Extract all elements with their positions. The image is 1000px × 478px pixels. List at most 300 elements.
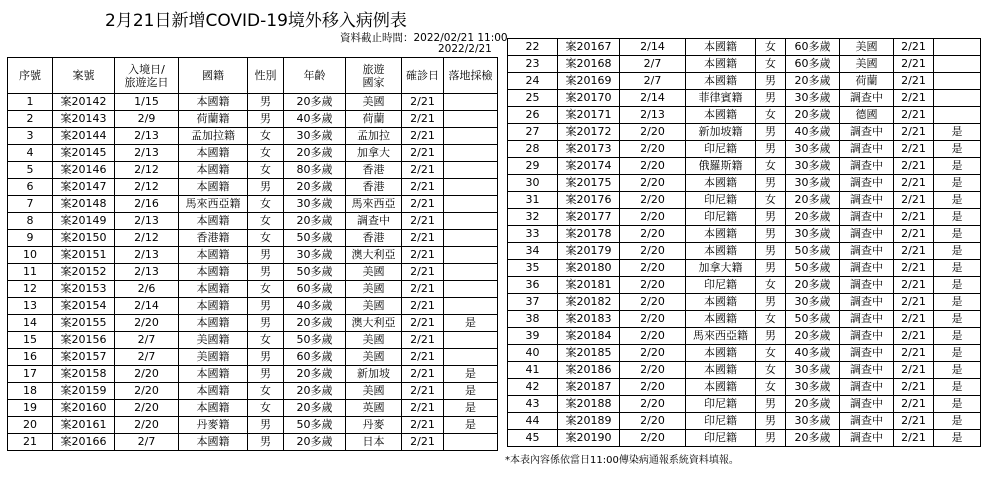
cell-entry-date: 2/7: [620, 56, 686, 73]
cell-case-id: 案20179: [558, 243, 620, 260]
cell-sex: 男: [248, 94, 284, 111]
cell-case-id: 案20182: [558, 294, 620, 311]
cell-age: 20多歲: [786, 107, 840, 124]
cell-sex: 男: [756, 209, 786, 226]
cell-age: 50多歲: [786, 311, 840, 328]
cell-travel-country: 調查中: [840, 260, 894, 277]
table-row: [508, 294, 981, 311]
cell-age: 20多歲: [284, 94, 346, 111]
cell-seq: 38: [508, 311, 558, 328]
cell-sex: 男: [248, 434, 284, 451]
cell-sex: 男: [756, 226, 786, 243]
cell-confirm-date: 2/21: [402, 196, 444, 213]
cell-seq: 17: [8, 366, 53, 383]
table-row: [8, 230, 498, 247]
cell-airport-test: 是: [934, 209, 981, 226]
cell-case-id: 案20144: [53, 128, 115, 145]
cell-travel-country: 調查中: [840, 362, 894, 379]
cell-confirm-date: 2/21: [402, 179, 444, 196]
cell-confirm-date: 2/21: [402, 213, 444, 230]
cell-travel-country: 調查中: [840, 413, 894, 430]
cell-nationality: 本國籍: [179, 315, 248, 332]
cell-entry-date: 2/14: [620, 39, 686, 56]
cell-age: 20多歲: [284, 315, 346, 332]
cell-confirm-date: 2/21: [894, 277, 934, 294]
cell-case-id: 案20154: [53, 298, 115, 315]
cell-age: 20多歲: [786, 430, 840, 447]
cell-entry-date: 2/9: [115, 111, 179, 128]
cell-airport-test: 是: [934, 430, 981, 447]
cell-airport-test: [444, 349, 498, 366]
cell-sex: 女: [248, 128, 284, 145]
cell-confirm-date: 2/21: [402, 264, 444, 281]
table-row: [508, 413, 981, 430]
table-row: [508, 192, 981, 209]
cell-travel-country: 馬來西亞: [346, 196, 402, 213]
cell-age: 20多歲: [284, 383, 346, 400]
cell-confirm-date: 2/21: [402, 128, 444, 145]
cell-case-id: 案20172: [558, 124, 620, 141]
cell-seq: 14: [8, 315, 53, 332]
cell-case-id: 案20142: [53, 94, 115, 111]
cell-sex: 男: [248, 417, 284, 434]
cell-travel-country: 德國: [840, 107, 894, 124]
table-row: [508, 107, 981, 124]
cell-confirm-date: 2/21: [402, 400, 444, 417]
cell-airport-test: [444, 264, 498, 281]
cell-airport-test: 是: [934, 192, 981, 209]
cell-confirm-date: 2/21: [894, 413, 934, 430]
cell-nationality: 美國籍: [179, 349, 248, 366]
cell-travel-country: 美國: [346, 298, 402, 315]
cell-entry-date: 2/13: [115, 247, 179, 264]
table-row: [8, 264, 498, 281]
cell-confirm-date: 2/21: [402, 145, 444, 162]
table-row: [508, 277, 981, 294]
cell-confirm-date: 2/21: [894, 243, 934, 260]
cell-airport-test: 是: [934, 294, 981, 311]
cell-confirm-date: 2/21: [894, 328, 934, 345]
cell-airport-test: 是: [934, 413, 981, 430]
cell-travel-country: 調查中: [840, 175, 894, 192]
cell-confirm-date: 2/21: [894, 73, 934, 90]
cell-confirm-date: 2/21: [894, 39, 934, 56]
cell-confirm-date: 2/21: [894, 175, 934, 192]
table-row: [508, 39, 981, 56]
cell-sex: 女: [756, 345, 786, 362]
cell-sex: 女: [248, 162, 284, 179]
cell-sex: 男: [756, 73, 786, 90]
cell-entry-date: 2/13: [115, 264, 179, 281]
cell-entry-date: 2/7: [115, 434, 179, 451]
cell-seq: 8: [8, 213, 53, 230]
cell-nationality: 香港籍: [179, 230, 248, 247]
cell-airport-test: 是: [934, 345, 981, 362]
cell-entry-date: 2/20: [115, 383, 179, 400]
cell-entry-date: 2/20: [620, 243, 686, 260]
cell-airport-test: [934, 56, 981, 73]
cell-seq: 18: [8, 383, 53, 400]
cell-entry-date: 2/13: [115, 128, 179, 145]
cell-nationality: 印尼籍: [686, 209, 756, 226]
cell-age: 20多歲: [284, 434, 346, 451]
cell-travel-country: 調查中: [840, 192, 894, 209]
cell-airport-test: [444, 196, 498, 213]
cell-airport-test: [444, 434, 498, 451]
cell-airport-test: 是: [934, 141, 981, 158]
cell-travel-country: 加拿大: [346, 145, 402, 162]
cell-nationality: 本國籍: [179, 366, 248, 383]
cell-nationality: 本國籍: [179, 145, 248, 162]
cell-age: 30多歲: [284, 247, 346, 264]
cell-sex: 女: [756, 362, 786, 379]
cell-entry-date: 2/20: [620, 141, 686, 158]
cell-travel-country: 美國: [840, 39, 894, 56]
cell-case-id: 案20157: [53, 349, 115, 366]
cell-nationality: 新加坡籍: [686, 124, 756, 141]
cell-age: 30多歲: [284, 196, 346, 213]
cell-nationality: 孟加拉籍: [179, 128, 248, 145]
cell-entry-date: 2/20: [620, 175, 686, 192]
cell-age: 20多歲: [786, 73, 840, 90]
cell-confirm-date: 2/21: [402, 281, 444, 298]
cell-entry-date: 2/20: [620, 192, 686, 209]
cell-travel-country: 丹麥: [346, 417, 402, 434]
cell-confirm-date: 2/21: [894, 107, 934, 124]
cell-travel-country: 新加坡: [346, 366, 402, 383]
cell-sex: 女: [248, 213, 284, 230]
cell-nationality: 本國籍: [179, 162, 248, 179]
cell-airport-test: 是: [444, 383, 498, 400]
cell-sex: 男: [248, 349, 284, 366]
cell-travel-country: 美國: [346, 383, 402, 400]
cell-seq: 26: [508, 107, 558, 124]
cell-entry-date: 2/6: [115, 281, 179, 298]
cell-nationality: 本國籍: [686, 226, 756, 243]
cell-sex: 男: [756, 396, 786, 413]
cell-airport-test: 是: [934, 226, 981, 243]
cell-airport-test: 是: [934, 311, 981, 328]
cell-age: 20多歲: [284, 366, 346, 383]
table-row: [508, 243, 981, 260]
cell-entry-date: 2/12: [115, 230, 179, 247]
cell-travel-country: 英國: [346, 400, 402, 417]
cell-nationality: 馬來西亞籍: [179, 196, 248, 213]
cell-case-id: 案20160: [53, 400, 115, 417]
cell-entry-date: 2/13: [115, 213, 179, 230]
table-row: [8, 247, 498, 264]
cell-case-id: 案20177: [558, 209, 620, 226]
cell-seq: 44: [508, 413, 558, 430]
page-title: 2月21日新增COVID-19境外移入病例表: [105, 11, 407, 31]
cell-seq: 15: [8, 332, 53, 349]
cell-confirm-date: 2/21: [894, 430, 934, 447]
cell-airport-test: [444, 281, 498, 298]
cell-airport-test: [934, 39, 981, 56]
cell-nationality: 印尼籍: [686, 141, 756, 158]
cell-entry-date: 2/20: [115, 366, 179, 383]
cell-travel-country: 美國: [346, 94, 402, 111]
cell-sex: 女: [756, 107, 786, 124]
cell-sex: 男: [248, 264, 284, 281]
table-row: [8, 349, 498, 366]
cell-nationality: 菲律賓籍: [686, 90, 756, 107]
cell-confirm-date: 2/21: [894, 158, 934, 175]
cell-entry-date: 2/14: [620, 90, 686, 107]
cases-table-left: [7, 57, 498, 451]
cell-travel-country: 調查中: [840, 311, 894, 328]
cell-confirm-date: 2/21: [402, 315, 444, 332]
table-row: [8, 417, 498, 434]
cell-age: 30多歲: [786, 226, 840, 243]
cell-confirm-date: 2/21: [894, 260, 934, 277]
cell-age: 50多歲: [284, 332, 346, 349]
cell-sex: 女: [248, 196, 284, 213]
cell-airport-test: [934, 107, 981, 124]
cell-airport-test: [444, 94, 498, 111]
cell-seq: 4: [8, 145, 53, 162]
header-airport-test: 落地採檢: [444, 58, 498, 94]
cell-nationality: 本國籍: [179, 298, 248, 315]
cell-travel-country: 調查中: [840, 209, 894, 226]
cell-travel-country: 調查中: [346, 213, 402, 230]
cell-travel-country: 美國: [346, 281, 402, 298]
cell-nationality: 俄羅斯籍: [686, 158, 756, 175]
cell-seq: 36: [508, 277, 558, 294]
table-row: [8, 111, 498, 128]
cell-age: 60多歲: [284, 349, 346, 366]
cell-age: 60多歲: [786, 56, 840, 73]
table-row: [8, 145, 498, 162]
cell-seq: 19: [8, 400, 53, 417]
cell-age: 20多歲: [284, 400, 346, 417]
cell-airport-test: 是: [934, 260, 981, 277]
cell-seq: 33: [508, 226, 558, 243]
cell-seq: 43: [508, 396, 558, 413]
cell-sex: 男: [756, 124, 786, 141]
cell-seq: 16: [8, 349, 53, 366]
header-age: 年齡: [284, 58, 346, 94]
table-header-row: [8, 58, 498, 94]
cell-entry-date: 2/20: [620, 294, 686, 311]
cell-case-id: 案20148: [53, 196, 115, 213]
cell-seq: 32: [508, 209, 558, 226]
cell-confirm-date: 2/21: [894, 141, 934, 158]
cell-confirm-date: 2/21: [894, 294, 934, 311]
cell-entry-date: 2/20: [620, 396, 686, 413]
cell-nationality: 印尼籍: [686, 396, 756, 413]
cell-case-id: 案20188: [558, 396, 620, 413]
cell-entry-date: 2/20: [620, 209, 686, 226]
cell-airport-test: 是: [934, 328, 981, 345]
table-row: [508, 379, 981, 396]
cell-entry-date: 1/15: [115, 94, 179, 111]
cell-seq: 45: [508, 430, 558, 447]
cell-confirm-date: 2/21: [894, 209, 934, 226]
cell-confirm-date: 2/21: [894, 345, 934, 362]
cell-entry-date: 2/7: [115, 349, 179, 366]
cell-entry-date: 2/14: [115, 298, 179, 315]
cell-age: 50多歲: [284, 417, 346, 434]
cell-airport-test: [444, 111, 498, 128]
cell-sex: 男: [248, 247, 284, 264]
cell-case-id: 案20186: [558, 362, 620, 379]
cell-nationality: 本國籍: [179, 434, 248, 451]
cell-seq: 31: [508, 192, 558, 209]
cell-nationality: 印尼籍: [686, 430, 756, 447]
table-row: [8, 179, 498, 196]
cell-sex: 男: [756, 413, 786, 430]
cell-entry-date: 2/20: [620, 379, 686, 396]
cell-entry-date: 2/20: [620, 328, 686, 345]
cell-travel-country: 調查中: [840, 141, 894, 158]
cell-entry-date: 2/13: [115, 145, 179, 162]
cell-sex: 男: [756, 260, 786, 277]
cell-entry-date: 2/13: [620, 107, 686, 124]
header-seq: 序號: [8, 58, 53, 94]
cell-age: 30多歲: [786, 158, 840, 175]
cell-confirm-date: 2/21: [402, 366, 444, 383]
cell-age: 50多歲: [284, 230, 346, 247]
cell-seq: 37: [508, 294, 558, 311]
table-row: [508, 345, 981, 362]
cell-sex: 女: [756, 311, 786, 328]
cell-travel-country: 澳大利亞: [346, 247, 402, 264]
table-row: [508, 226, 981, 243]
cell-case-id: 案20143: [53, 111, 115, 128]
cell-case-id: 案20187: [558, 379, 620, 396]
cell-confirm-date: 2/21: [894, 362, 934, 379]
cell-confirm-date: 2/21: [402, 298, 444, 315]
cell-nationality: 本國籍: [686, 56, 756, 73]
cell-sex: 男: [756, 294, 786, 311]
cell-entry-date: 2/20: [620, 345, 686, 362]
table-row: [508, 311, 981, 328]
cell-entry-date: 2/16: [115, 196, 179, 213]
cell-airport-test: [934, 73, 981, 90]
cell-entry-date: 2/20: [115, 315, 179, 332]
cell-seq: 10: [8, 247, 53, 264]
cell-airport-test: 是: [444, 400, 498, 417]
cell-nationality: 馬來西亞籍: [686, 328, 756, 345]
cell-age: 20多歲: [786, 192, 840, 209]
cell-entry-date: 2/7: [115, 332, 179, 349]
cell-airport-test: 是: [934, 362, 981, 379]
cell-age: 30多歲: [284, 128, 346, 145]
cell-nationality: 加拿大籍: [686, 260, 756, 277]
cell-sex: 女: [248, 230, 284, 247]
cell-age: 20多歲: [786, 209, 840, 226]
cell-age: 20多歲: [284, 145, 346, 162]
cell-confirm-date: 2/21: [894, 56, 934, 73]
cell-airport-test: [444, 162, 498, 179]
cell-travel-country: 香港: [346, 162, 402, 179]
cell-confirm-date: 2/21: [894, 192, 934, 209]
cell-sex: 女: [756, 39, 786, 56]
table-row: [508, 90, 981, 107]
cell-case-id: 案20180: [558, 260, 620, 277]
cell-age: 20多歲: [284, 213, 346, 230]
cell-confirm-date: 2/21: [894, 90, 934, 107]
cell-travel-country: 孟加拉: [346, 128, 402, 145]
cell-nationality: 本國籍: [179, 281, 248, 298]
cell-airport-test: 是: [444, 366, 498, 383]
cell-seq: 22: [508, 39, 558, 56]
cell-case-id: 案20167: [558, 39, 620, 56]
cell-case-id: 案20174: [558, 158, 620, 175]
cell-entry-date: 2/20: [620, 226, 686, 243]
cell-seq: 12: [8, 281, 53, 298]
cell-confirm-date: 2/21: [894, 311, 934, 328]
cell-sex: 男: [248, 298, 284, 315]
table-row: [508, 328, 981, 345]
cell-seq: 13: [8, 298, 53, 315]
cell-seq: 29: [508, 158, 558, 175]
table-row: [508, 362, 981, 379]
cell-sex: 男: [756, 175, 786, 192]
table-row: [508, 141, 981, 158]
cell-confirm-date: 2/21: [402, 332, 444, 349]
table-row: [508, 430, 981, 447]
cell-sex: 女: [756, 158, 786, 175]
cell-case-id: 案20161: [53, 417, 115, 434]
cell-airport-test: [934, 90, 981, 107]
table-row: [508, 260, 981, 277]
table-row: [508, 396, 981, 413]
cell-confirm-date: 2/21: [402, 383, 444, 400]
cell-sex: 女: [756, 379, 786, 396]
table-row: [508, 73, 981, 90]
cell-nationality: 本國籍: [179, 383, 248, 400]
header-travel-country: 旅遊 國家: [346, 58, 402, 94]
cell-seq: 40: [508, 345, 558, 362]
cell-confirm-date: 2/21: [894, 396, 934, 413]
table-row: [8, 434, 498, 451]
cell-case-id: 案20146: [53, 162, 115, 179]
cell-entry-date: 2/20: [620, 260, 686, 277]
cell-nationality: 本國籍: [686, 243, 756, 260]
table-row: [508, 158, 981, 175]
cell-airport-test: 是: [934, 396, 981, 413]
cell-entry-date: 2/20: [115, 417, 179, 434]
cell-age: 80多歲: [284, 162, 346, 179]
cell-age: 40多歲: [284, 111, 346, 128]
cell-seq: 1: [8, 94, 53, 111]
cell-seq: 21: [8, 434, 53, 451]
table-row: [8, 383, 498, 400]
cell-seq: 42: [508, 379, 558, 396]
cell-sex: 男: [756, 243, 786, 260]
cell-confirm-date: 2/21: [402, 349, 444, 366]
cutoff-time: 資料截止時間：2022/02/21 11:00: [340, 32, 508, 44]
cell-travel-country: 調查中: [840, 294, 894, 311]
cell-age: 30多歲: [786, 379, 840, 396]
cell-entry-date: 2/20: [620, 413, 686, 430]
cell-age: 50多歲: [786, 260, 840, 277]
table-row: [8, 213, 498, 230]
cell-entry-date: 2/7: [620, 73, 686, 90]
cell-travel-country: 美國: [346, 349, 402, 366]
cell-age: 30多歲: [786, 413, 840, 430]
cell-nationality: 美國籍: [179, 332, 248, 349]
cell-age: 40多歲: [284, 298, 346, 315]
cell-age: 60多歲: [284, 281, 346, 298]
cell-nationality: 印尼籍: [686, 277, 756, 294]
cell-seq: 2: [8, 111, 53, 128]
cell-confirm-date: 2/21: [402, 230, 444, 247]
table-row: [8, 400, 498, 417]
cell-sex: 女: [248, 145, 284, 162]
